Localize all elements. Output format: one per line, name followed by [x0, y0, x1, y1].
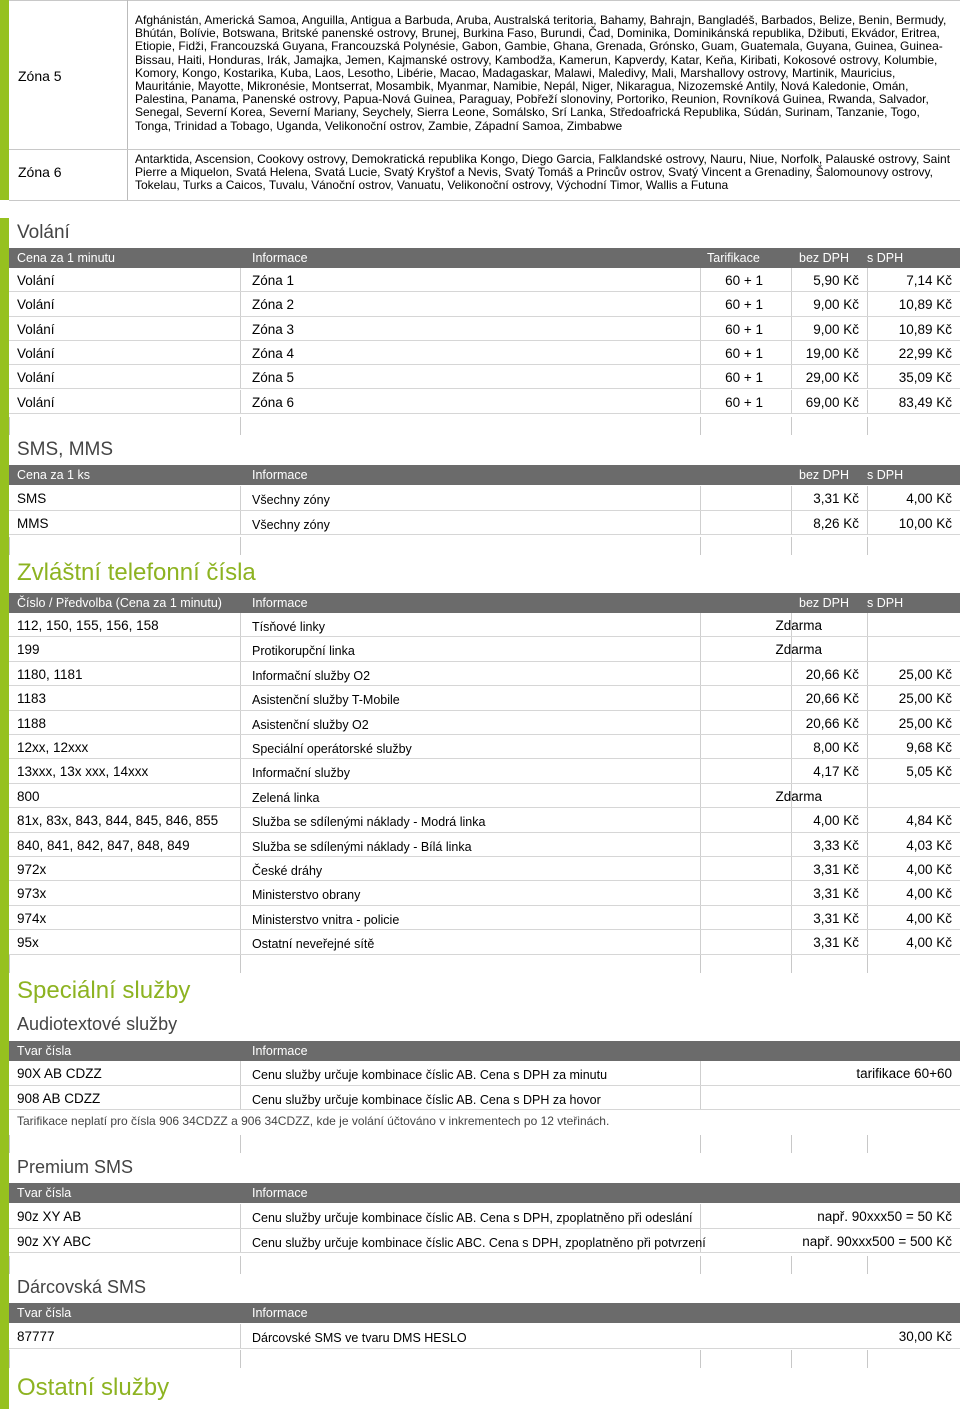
cell-b: Asistenční služby T-Mobile: [252, 693, 400, 708]
cell-e: 4,00 Kč: [906, 491, 952, 506]
cell-a: 1188: [17, 715, 47, 731]
zone-countries: Afghánistán, Americká Samoa, Anguilla, Antigua a Barbuda, Aruba, Australská teritoria, Bahamy, Bahrajn, Bangladéš, Barbados, Belize, Benin, Bermudy, Bhútán, Bolívie, Botswana, Britské panenské ostrovy, Brunej, Burkina Faso, Burundi, Čad, Dominika, Dominikánská republika, Džibuti, Ekvádor, Eritrea, Etiopie, Fidži, Francouzská Guyana, Francouzská Polynésie, Gabon, Gambie, Ghana, Grenada, Grónsko, Guam, Guatemala, Guyana, Guinea, Guinea-Bissau, Haiti, Honduras, Irák, Jamajka, Jemen, Kajmanské ostrovy, Kambodža, Kamerun, Kapverdy, Katar, Keňa, Kiribati, Kokosové ostrovy, Kolumbie, Komory, Kongo, Kostarika, Kuba, Laos, Lesotho, Libérie, Macao, Madagaskar, Malawi, Maledivy, Mali, Marshallovy ostrovy, Martinik, Mauricius, Mauritánie, Mayotte, Mikronésie, Montserrat, Mosambik, Myanmar, Namibie, Nepál, Niger, Nikaragua, Nizozemské Antily, Nová Kaledonie, Omán, Palestina, Panama, Panenské ostrovy, Papua-Nová Guinea, Paraguay, Pobřeží slonoviny, Portoriko, Reunion, Rovníková Guinea, Rwanda, Salvador, Senegal, Severní Korea, Severní Mariany, Seychely, Sierra Leone, Somálsko, Srí Lanka, Středoafrická Republika, Súdán, Surinam, Tanzanie, Togo, Tonga, Trinidad a Tobago, Uganda, Velikonoční ostrov, Zambie, Západní Samoa, Zimbabwe: [135, 13, 947, 133]
cell-b: Zóna 1: [252, 273, 295, 288]
cell-e: 5,05 Kč: [906, 764, 952, 780]
header-cell: Cena za 1 ks: [17, 468, 90, 482]
cell-e: 83,49 Kč: [898, 394, 952, 410]
cell-e: 4,00 Kč: [906, 935, 952, 951]
cell-d: 9,00 Kč: [813, 297, 859, 313]
accent-bar-main: [0, 218, 9, 1409]
table-row: [9, 637, 960, 661]
zone-label: Zóna 6: [18, 164, 62, 180]
cell-a: Volání: [17, 370, 55, 386]
cell-c: 60 + 1: [725, 321, 763, 337]
cell-c: 60 + 1: [725, 345, 763, 361]
cell-d: 29,00 Kč: [805, 370, 859, 386]
header-cell: s DPH: [867, 596, 904, 610]
table-row: [9, 930, 960, 954]
cell-a: 840, 841, 842, 847, 848, 849: [17, 837, 190, 853]
cell-d: 20,66 Kč: [805, 691, 859, 707]
cell-b: Speciální operátorské služby: [252, 742, 412, 756]
cell-c: 60 + 1: [725, 297, 763, 313]
header-cell: Číslo / Předvolba (Cena za 1 minutu): [17, 596, 222, 610]
cell-d: 3,31 Kč: [813, 491, 859, 506]
table-row: [9, 759, 960, 783]
cell-a: 81x, 83x, 843, 844, 845, 846, 855: [17, 813, 219, 829]
cell-e: 30,00 Kč: [898, 1329, 952, 1344]
cell-d: 3,31 Kč: [813, 935, 859, 951]
cell-e: 9,68 Kč: [906, 740, 952, 755]
cell-e: 22,99 Kč: [898, 345, 952, 361]
header-cell: Informace: [252, 1306, 308, 1320]
section-title-other: Ostatní služby: [17, 1374, 170, 1401]
table-row: [9, 341, 960, 365]
zone-countries: Antarktida, Ascension, Cookovy ostrovy, Demokratická republika Kongo, Diego Garcia, Falklandské ostrovy, Nauru, Niue, Norfolk, Palauské ostrovy, Saint Pierre a Miquelon, Svatá Helena, Svatá Lucie, Svatý Kryštof a Nevis, Svatý Tomáš a Princův ostrov, Svatý Vincent a Grenadiny, Šalomounovy ostrovy, Tokelau, Turks a Caicos, Tuvalu, Vánoční ostrov, Vanuatu, Velikonoční ostrovy, Východní Timor, Wallis a Futuna: [135, 152, 951, 193]
table-row: [9, 1061, 960, 1086]
zone-5-block: [0, 0, 960, 150]
cell-b: Dárcovské SMS ve tvaru DMS HESLO: [252, 1331, 467, 1345]
cell-e: 25,00 Kč: [898, 691, 952, 707]
cell-e: 4,00 Kč: [906, 886, 952, 902]
table-row: [9, 662, 960, 686]
cell-b: Ministerstvo vnitra - policie: [252, 912, 400, 927]
header-cell: bez DPH: [799, 596, 850, 610]
header-cell: Tarifikace: [707, 251, 760, 265]
cell-a: 90X AB CDZZ: [17, 1066, 102, 1081]
subsection-title-premium: Premium SMS: [17, 1157, 134, 1177]
header-cell: bez DPH: [799, 468, 850, 482]
cell-b: Zóna 6: [252, 394, 295, 410]
cell-e: 25,00 Kč: [898, 715, 952, 731]
table-row: [9, 808, 960, 832]
cell-d: 4,00 Kč: [813, 813, 859, 829]
table-row: [9, 317, 960, 341]
header-cell: Informace: [252, 1044, 308, 1058]
cell-b: Protikorupční linka: [252, 644, 355, 659]
cell-e: 35,09 Kč: [898, 370, 952, 386]
cell-free: Zdarma: [775, 618, 822, 633]
subsection-title-donor: Dárcovská SMS: [17, 1277, 147, 1297]
voice-table-header: [9, 248, 960, 268]
cell-b: Tísňové linky: [252, 620, 325, 634]
section-title-sms: SMS, MMS: [17, 439, 114, 460]
table-row: [9, 1324, 960, 1349]
header-cell: Informace: [252, 1186, 308, 1200]
premium-table-header: [9, 1183, 960, 1203]
cell-b: Zóna 3: [252, 321, 295, 337]
audiotext-table-header: [9, 1041, 960, 1061]
cell-a: 972x: [17, 862, 47, 877]
cell-a: Volání: [17, 321, 55, 337]
section-title-special-services: Speciální služby: [17, 977, 191, 1004]
table-row: [9, 511, 960, 536]
table-row: [9, 365, 960, 389]
cell-a: 13xxx, 13x xxx, 14xxx: [17, 764, 149, 780]
header-cell: Informace: [252, 468, 308, 482]
table-row: [9, 292, 960, 316]
sms-table-header: [9, 465, 960, 485]
cell-e: 10,89 Kč: [898, 297, 952, 313]
cell-a: 90z XY ABC: [17, 1233, 92, 1249]
cell-b: Všechny zóny: [252, 517, 330, 532]
zone-label: Zóna 5: [18, 68, 62, 84]
cell-d: 3,31 Kč: [813, 886, 859, 902]
header-cell: Informace: [252, 251, 308, 265]
cell-b: Všechny zóny: [252, 493, 330, 507]
cell-b: Cenu služby určuje kombinace číslic AB. Cena s DPH, zpoplatněno při odeslání: [252, 1211, 693, 1225]
cell-c: 60 + 1: [725, 394, 763, 410]
table-row: [9, 857, 960, 881]
cell-d: 3,31 Kč: [813, 862, 859, 877]
header-cell: Tvar čísla: [17, 1186, 72, 1200]
table-row: [9, 784, 960, 808]
cell-e: např. 90xxx500 = 500 Kč: [802, 1233, 952, 1249]
cell-a: 112, 150, 155, 156, 158: [17, 618, 159, 633]
header-cell: bez DPH: [799, 251, 850, 265]
cell-d: 4,17 Kč: [813, 764, 859, 780]
cell-e: 4,84 Kč: [906, 813, 952, 829]
cell-b: Informační služby: [252, 766, 350, 781]
table-row: [9, 833, 960, 857]
cell-a: MMS: [17, 515, 49, 531]
cell-a: 1180, 1181: [17, 666, 83, 682]
donor-table-header: [9, 1303, 960, 1323]
cell-d: 9,00 Kč: [813, 321, 859, 337]
cell-a: 800: [17, 788, 40, 804]
cell-a: 87777: [17, 1329, 55, 1344]
cell-c: 60 + 1: [725, 370, 763, 386]
cell-d: 20,66 Kč: [805, 666, 859, 682]
header-cell: s DPH: [867, 251, 904, 265]
cell-d: 8,00 Kč: [813, 740, 859, 755]
cell-e: 4,00 Kč: [906, 910, 952, 926]
table-row: [9, 906, 960, 930]
cell-b: České dráhy: [252, 864, 323, 878]
cell-a: 12xx, 12xxx: [17, 740, 89, 755]
section-title-voice: Volání: [17, 222, 70, 243]
section-title-special-numbers: Zvláštní telefonní čísla: [17, 559, 256, 586]
table-row: [9, 1229, 960, 1254]
table-row: [9, 268, 960, 292]
cell-free: Zdarma: [775, 642, 822, 658]
cell-b: Zóna 2: [252, 297, 295, 313]
cell-a: 973x: [17, 886, 47, 902]
cell-a: 199: [17, 642, 40, 658]
cell-e: 10,89 Kč: [898, 321, 952, 337]
cell-a: Volání: [17, 273, 55, 288]
cell-b: Asistenční služby O2: [252, 717, 369, 732]
cell-b: Služba se sdílenými náklady - Modrá linka: [252, 815, 486, 830]
subsection-title-audiotext: Audiotextové služby: [17, 1014, 178, 1034]
cell-d: 8,26 Kč: [813, 515, 859, 531]
table-row: [9, 711, 960, 735]
cell-b: Informační služby O2: [252, 668, 371, 683]
cell-b: Ostatní neveřejné sítě: [252, 937, 375, 952]
table-row: [9, 613, 960, 637]
cell-e: např. 90xxx50 = 50 Kč: [817, 1209, 952, 1224]
cell-d: 3,33 Kč: [813, 837, 859, 853]
cell-a: Volání: [17, 345, 55, 361]
cell-a: Volání: [17, 394, 55, 410]
cell-b: Cenu služby určuje kombinace číslic AB. Cena s DPH za hovor: [252, 1092, 601, 1107]
cell-b: Ministerstvo obrany: [252, 888, 361, 903]
cell-b: Zóna 4: [252, 345, 295, 361]
header-cell: Tvar čísla: [17, 1306, 72, 1320]
cell-a: 1183: [17, 691, 47, 707]
cell-a: 90z XY AB: [17, 1209, 82, 1224]
audiotext-note: Tarifikace neplatí pro čísla 906 34CDZZ a 906 34CDZZ, kde je volání účtováno v inkrementech po 12 vteřinách.: [17, 1114, 610, 1128]
cell-d: 3,31 Kč: [813, 910, 859, 926]
cell-c: 60 + 1: [725, 273, 763, 288]
cell-e: 4,00 Kč: [906, 862, 952, 877]
table-row: [9, 686, 960, 710]
cell-a: SMS: [17, 491, 47, 506]
cell-a: 908 AB CDZZ: [17, 1090, 101, 1106]
zone-6-block: [0, 150, 960, 200]
cell-d: 5,90 Kč: [813, 273, 859, 288]
cell-d: 69,00 Kč: [805, 394, 859, 410]
header-cell: s DPH: [867, 468, 904, 482]
cell-e: 4,03 Kč: [906, 837, 952, 853]
cell-a: Volání: [17, 297, 55, 313]
table-row: [9, 1086, 960, 1111]
cell-e: tarifikace 60+60: [856, 1066, 952, 1081]
table-row: [9, 735, 960, 759]
cell-free: Zdarma: [775, 788, 822, 804]
cell-b: Cenu služby určuje kombinace číslic ABC. Cena s DPH, zpoplatněno při potvrzení: [252, 1235, 706, 1250]
table-row: [9, 486, 960, 511]
special-numbers-table-header: [9, 593, 960, 613]
cell-b: Zelená linka: [252, 790, 320, 805]
cell-d: 20,66 Kč: [805, 715, 859, 731]
cell-a: 95x: [17, 935, 39, 951]
cell-e: 25,00 Kč: [898, 666, 952, 682]
table-row: [9, 1204, 960, 1229]
cell-d: 19,00 Kč: [805, 345, 859, 361]
cell-b: Zóna 5: [252, 370, 295, 386]
cell-e: 7,14 Kč: [906, 273, 952, 288]
cell-b: Cenu služby určuje kombinace číslic AB. Cena s DPH za minutu: [252, 1068, 608, 1082]
cell-a: 974x: [17, 910, 47, 926]
table-row: [9, 881, 960, 905]
cell-e: 10,00 Kč: [898, 515, 952, 531]
header-cell: Tvar čísla: [17, 1044, 72, 1058]
cell-b: Služba se sdílenými náklady - Bílá linka: [252, 839, 472, 854]
table-row: [9, 390, 960, 414]
header-cell: Cena za 1 minutu: [17, 251, 115, 265]
header-cell: Informace: [252, 596, 308, 610]
